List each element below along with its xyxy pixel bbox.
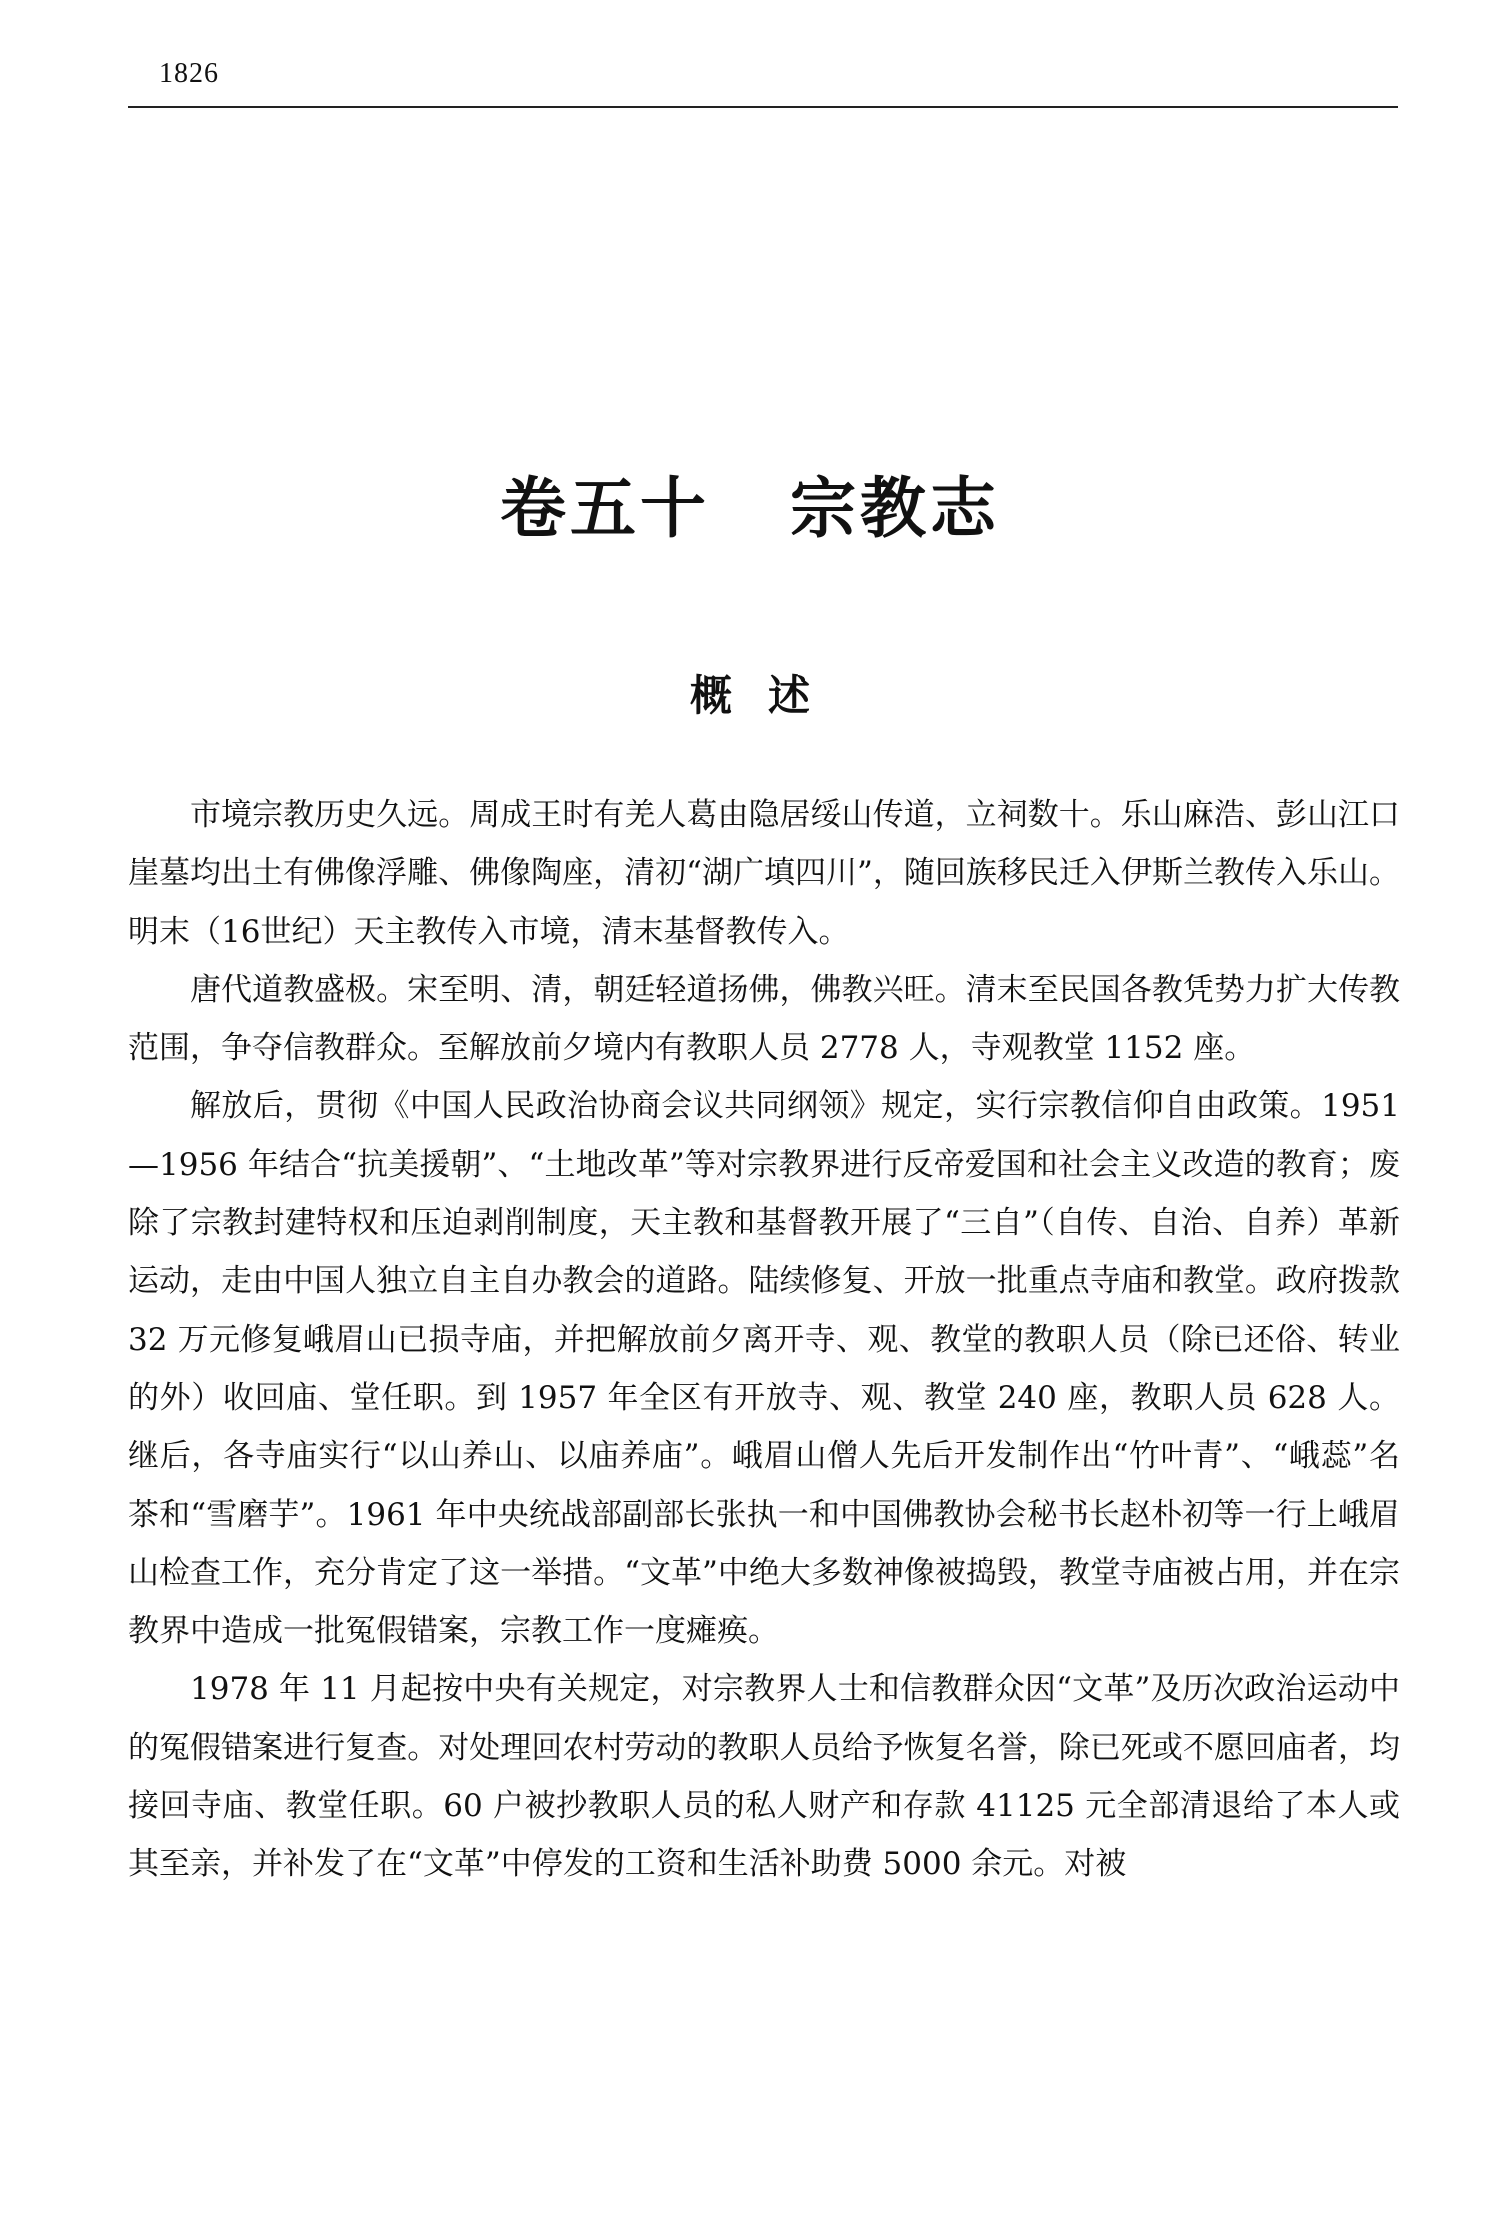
- paragraph: 唐代道教盛极。宋至明、清，朝廷轻道扬佛，佛教兴旺。清末至民国各教凭势力扩大传教范围，争夺信教群众。至解放前夕境内有教职人员 2778 人，寺观教堂 1152 座。: [128, 971, 1400, 1067]
- section-title: 概述: [689, 671, 846, 720]
- body-text: [128, 786, 1400, 1894]
- paragraph: 解放后，贯彻《中国人民政治协商会议共同纲领》规定，实行宗教信仰自由政策。1951—1956 年结合“抗美援朝”、“土地改革”等对宗教界进行反帝爱国和社会主义改造的教育；废除了宗教封建特权和压迫剥削制度，天主教和基督教开展了“三自”（自传、自治、自养）革新运动，走由中国人独立自主自办教会的道路。陆续修复、开放一批重点寺庙和教堂。政府拨款 32 万元修复峨眉山已损寺庙，并把解放前夕离开寺、观、教堂的教职人员（除已还俗、转业的外）收回庙、堂任职。到 1957 年全区有开放寺、观、教堂 240 座，教职人员 628 人。继后，各寺庙实行“以山养山、以庙养庙”。峨眉山僧人先后开发制作出“竹叶青”、“峨蕊”名茶和“雪磨芋”。1961 年中央统战部副部长张执一和中国佛教协会秘书长赵朴初等一行上峨眉山检查工作，充分肯定了这一举措。“文革”中绝大多数神像被捣毁，教堂寺庙被占用，并在宗教界中造成一批冤假错案，宗教工作一度瘫痪。: [128, 1088, 1400, 1650]
- paragraph: 市境宗教历史久远。周成王时有羌人葛由隐居绥山传道，立祠数十。乐山麻浩、彭山江口崖墓均出土有佛像浮雕、佛像陶座，清初“湖广填四川”，随回族移民迁入伊斯兰教传入乐山。明末（16世纪）天主教传入市境，清末基督教传入。: [128, 797, 1400, 950]
- volume-title: [0, 455, 1500, 550]
- header-rule: [128, 106, 1398, 108]
- paragraph: 1978 年 11 月起按中央有关规定，对宗教界人士和信教群众因“文革”及历次政治运动中的冤假错案进行复查。对处理回农村劳动的教职人员给予恢复名誉，除已死或不愿回庙者，均接回寺庙、教堂任职。60 户被抄教职人员的私人财产和存款 41125 元全部清退给了本人或其至亲，并补发了在“文革”中停发的工资和生活补助费 5000 余元。对被: [128, 1671, 1400, 1883]
- page-number: 1826: [159, 58, 219, 89]
- volume-subject: 宗教志: [790, 469, 1000, 547]
- volume-number: 卷五十: [500, 469, 710, 547]
